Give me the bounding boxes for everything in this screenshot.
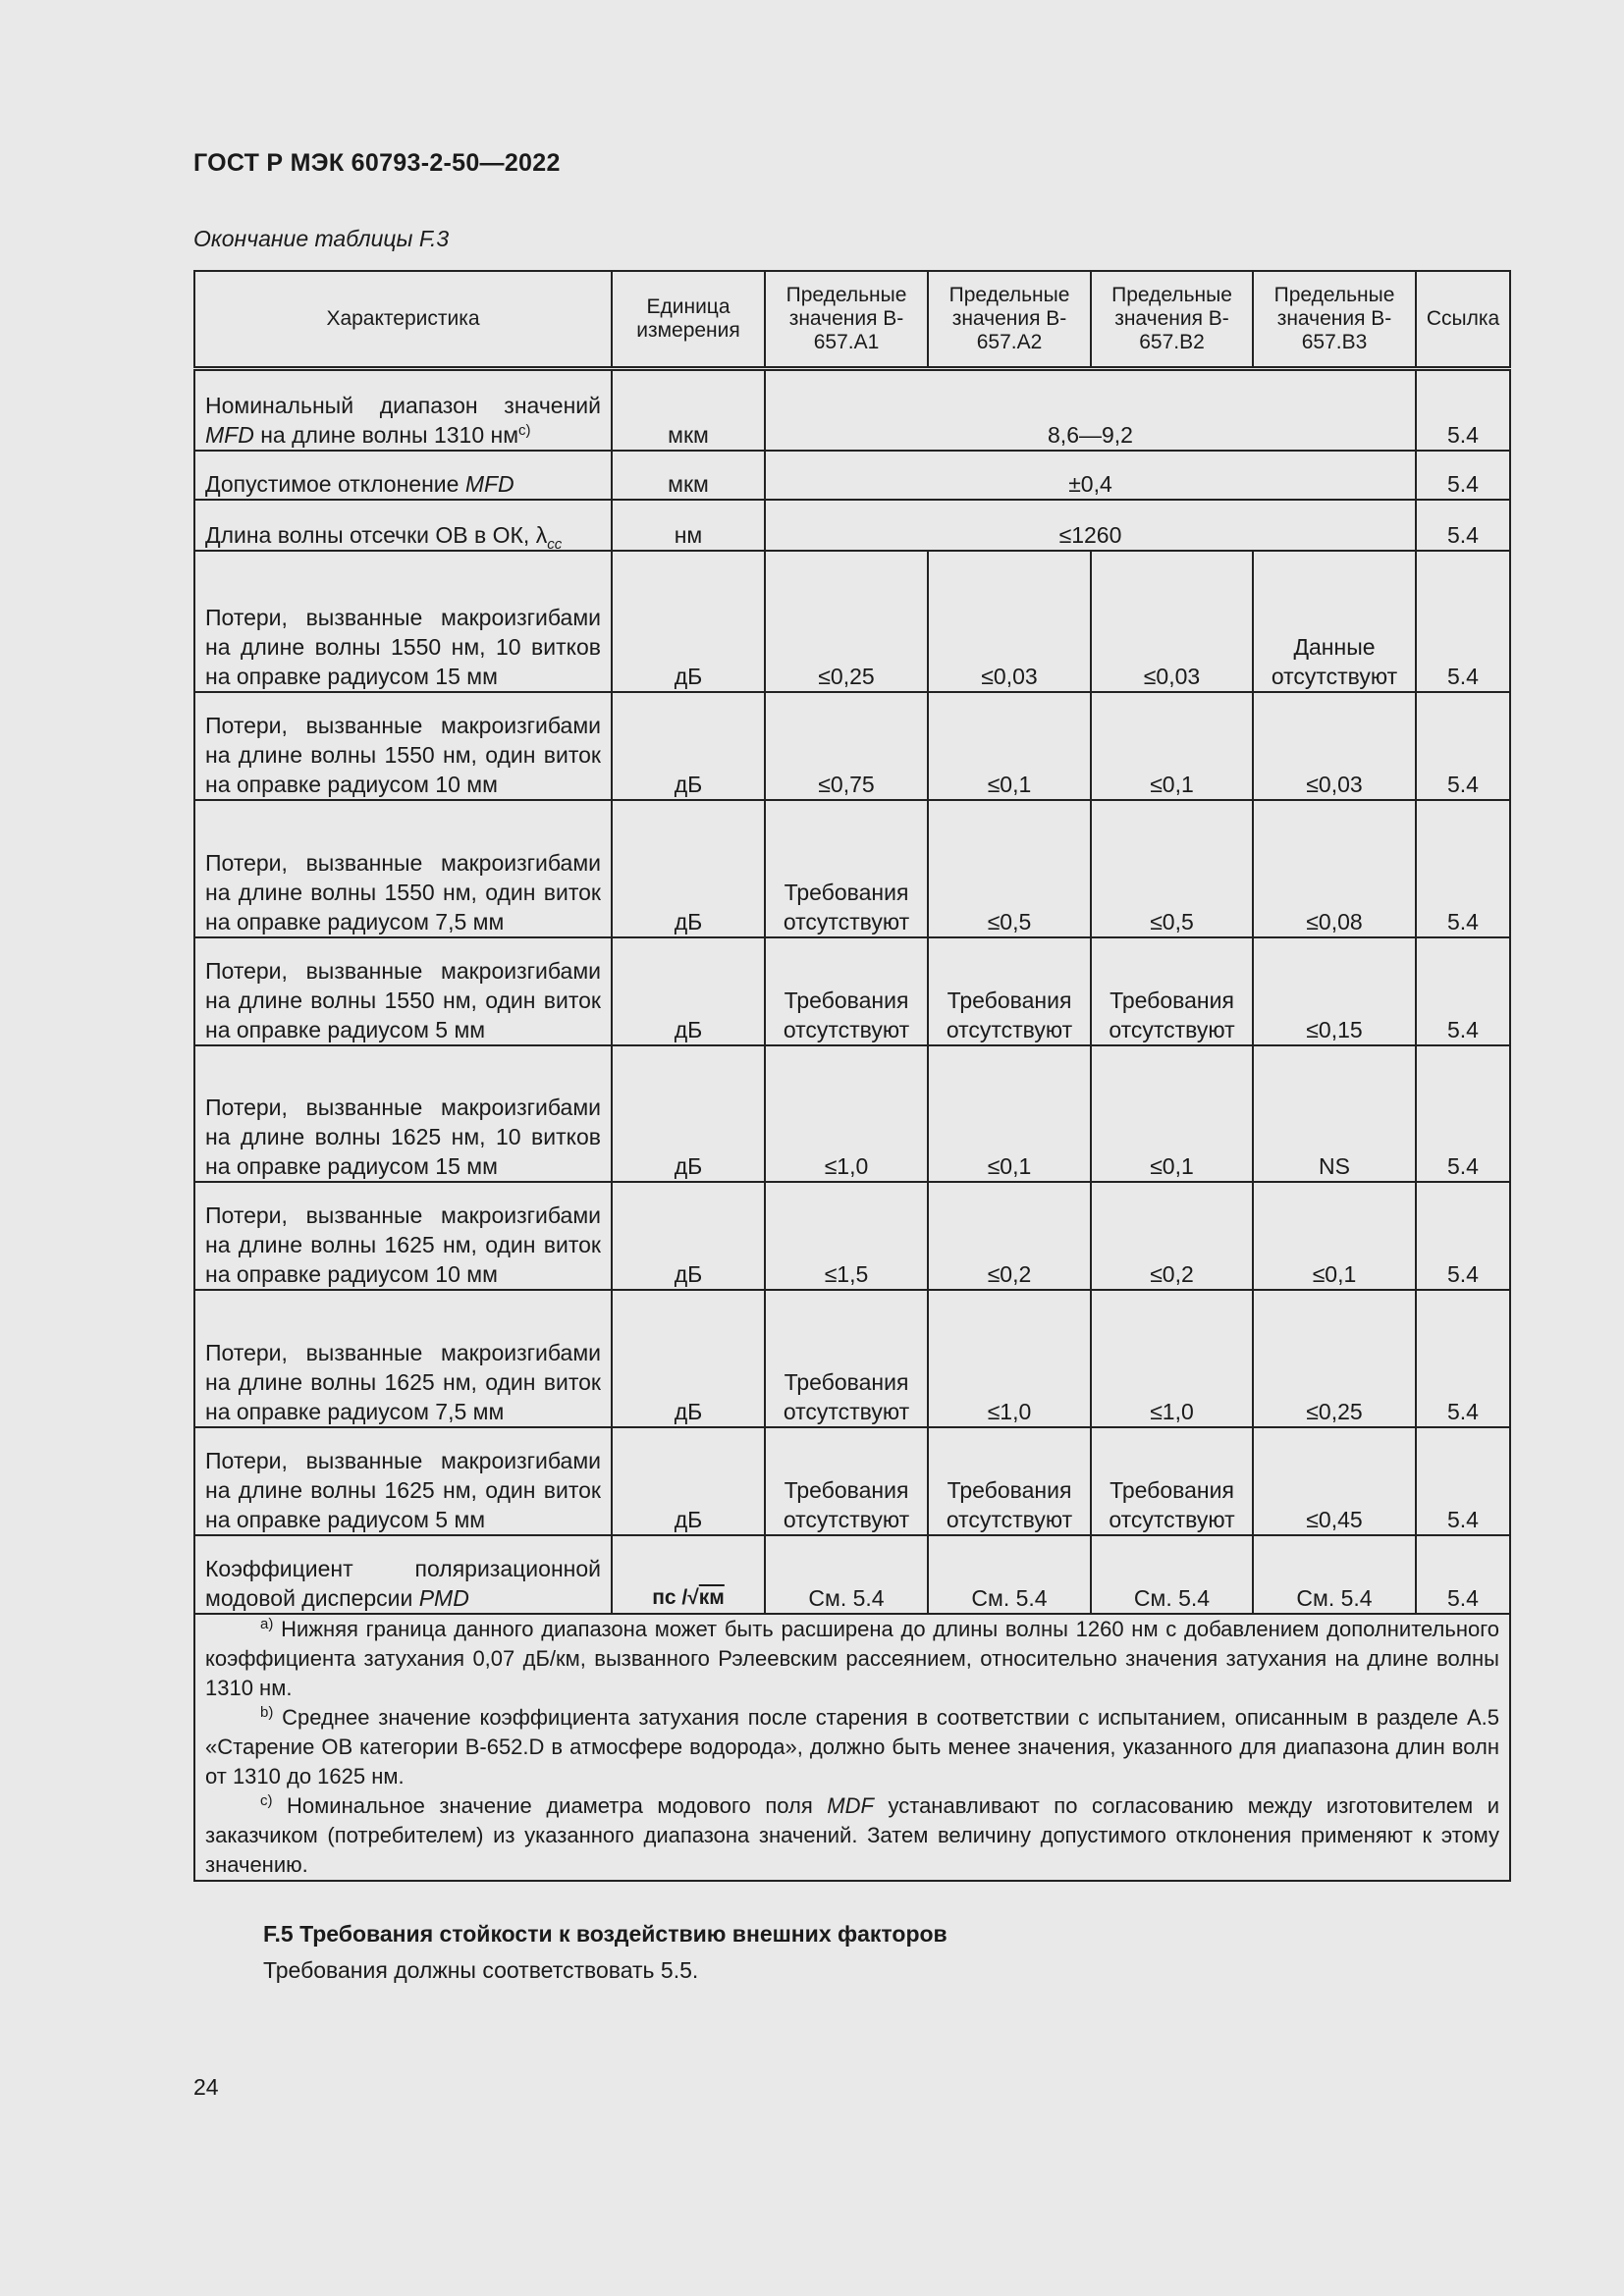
row-reference: 5.4 <box>1416 1535 1510 1614</box>
row-value-b3: ≤0,15 <box>1253 937 1416 1045</box>
row-unit: дБ <box>612 1290 765 1427</box>
row-value-a1: ≤1,0 <box>765 1045 928 1182</box>
row-unit: дБ <box>612 1427 765 1535</box>
row-value-b2: ≤0,1 <box>1091 692 1253 800</box>
row-merged-value: ±0,4 <box>765 451 1416 500</box>
row-unit: дБ <box>612 800 765 937</box>
table-row <box>194 1182 1510 1290</box>
header-characteristic: Характеристика <box>194 271 612 369</box>
row-merged-value: ≤1260 <box>765 500 1416 551</box>
row-unit: пс /√км <box>612 1535 765 1614</box>
header-unit: Единица измерения <box>612 271 765 369</box>
table-row <box>194 1427 1510 1535</box>
row-value-b2: ≤0,1 <box>1091 1045 1253 1182</box>
row-unit: мкм <box>612 451 765 500</box>
table-row <box>194 692 1510 800</box>
row-value-a2: См. 5.4 <box>928 1535 1091 1614</box>
row-value-a2: ≤0,03 <box>928 551 1091 692</box>
row-value-b2: Требования отсутствуют <box>1091 1427 1253 1535</box>
row-unit: дБ <box>612 1182 765 1290</box>
row-characteristic: Потери, вызванные макроизгибами на длине волны 1550 нм, один виток на оправке радиусом 7,5 мм <box>194 800 612 937</box>
row-unit: дБ <box>612 937 765 1045</box>
row-characteristic: Номинальный диапазон значений MFD на длине волны 1310 $нм^{c)}$ <box>194 369 612 451</box>
table-caption: Окончание таблицы F.3 <box>193 226 450 251</box>
row-characteristic: Потери, вызванные макроизгибами на длине волны 1625 нм, один виток на оправке радиусом 10 мм <box>194 1182 612 1290</box>
row-value-a2: ≤1,0 <box>928 1290 1091 1427</box>
row-reference: 5.4 <box>1416 1427 1510 1535</box>
table-row <box>194 1045 1510 1182</box>
row-value-a1: Требования отсутствуют <box>765 800 928 937</box>
table-row <box>194 937 1510 1045</box>
row-value-b3: ≤0,08 <box>1253 800 1416 937</box>
row-reference: 5.4 <box>1416 1290 1510 1427</box>
footnote-a: $^{a)}$ Нижняя граница данного диапазона может быть расширена до длины волны 1260 нм с добавлением дополнительного коэффициента затухания 0,07 дБ/км, вызванного Рэлеевским рассеянием, относительно значения затухания на длине волны 1310 нм. <box>205 1615 1499 1700</box>
header-b657-a2: Предельные значения B-657.A2 <box>928 271 1091 369</box>
row-value-a2: ≤0,5 <box>928 800 1091 937</box>
row-value-b3: См. 5.4 <box>1253 1535 1416 1614</box>
row-characteristic: Потери, вызванные макроизгибами на длине волны 1550 нм, один виток на оправке радиусом 10 мм <box>194 692 612 800</box>
row-reference: 5.4 <box>1416 551 1510 692</box>
row-value-b2: ≤0,03 <box>1091 551 1253 692</box>
row-value-b3: Данные отсутствуют <box>1253 551 1416 692</box>
table-notes-row <box>194 1614 1510 1881</box>
row-value-a1: ≤0,75 <box>765 692 928 800</box>
row-value-b2: Требования отсутствуют <box>1091 937 1253 1045</box>
row-value-b2: ≤0,5 <box>1091 800 1253 937</box>
row-reference: 5.4 <box>1416 692 1510 800</box>
table-row <box>194 1535 1510 1614</box>
row-characteristic: Потери, вызванные макроизгибами на длине волны 1550 нм, 10 витков на оправке радиусом 15 мм <box>194 551 612 692</box>
row-value-b3: ≤0,25 <box>1253 1290 1416 1427</box>
footnote-mark: c) <box>518 421 531 439</box>
row-value-a2: Требования отсутствуют <box>928 1427 1091 1535</box>
row-unit: дБ <box>612 551 765 692</box>
row-characteristic: Длина волны отсечки ОВ в ОК, $\lambda_{cc}$ <box>194 500 612 551</box>
page-number: 24 <box>193 2074 219 2100</box>
spec-table <box>193 270 1511 1882</box>
row-unit: дБ <box>612 1045 765 1182</box>
row-reference: 5.4 <box>1416 937 1510 1045</box>
header-reference: Ссылка <box>1416 271 1510 369</box>
row-value-b3: ≤0,45 <box>1253 1427 1416 1535</box>
row-value-b3: ≤0,1 <box>1253 1182 1416 1290</box>
row-value-a2: ≤0,1 <box>928 1045 1091 1182</box>
row-value-a1: ≤0,25 <box>765 551 928 692</box>
row-unit: мкм <box>612 369 765 451</box>
table-row <box>194 451 1510 500</box>
table-row <box>194 1290 1510 1427</box>
sqrt-symbol: √ <box>687 1585 699 1609</box>
row-characteristic: Потери, вызванные макроизгибами на длине волны 1625 нм, один виток на оправке радиусом 7,5 мм <box>194 1290 612 1427</box>
row-value-a1: ≤1,5 <box>765 1182 928 1290</box>
header-b657-b3: Предельные значения B-657.B3 <box>1253 271 1416 369</box>
row-characteristic: Потери, вызванные макроизгибами на длине волны 1625 нм, один виток на оправке радиусом 5 мм <box>194 1427 612 1535</box>
row-value-a2: ≤0,2 <box>928 1182 1091 1290</box>
row-value-a1: Требования отсутствуют <box>765 1290 928 1427</box>
row-reference: 5.4 <box>1416 369 1510 451</box>
section-title: F.5 Требования стойкости к воздействию внешних факторов <box>263 1921 947 1947</box>
row-reference: 5.4 <box>1416 1045 1510 1182</box>
row-reference: 5.4 <box>1416 1182 1510 1290</box>
table-row <box>194 551 1510 692</box>
table-row <box>194 369 1510 451</box>
row-reference: 5.4 <box>1416 800 1510 937</box>
header-b657-b2: Предельные значения B-657.B2 <box>1091 271 1253 369</box>
row-unit: нм <box>612 500 765 551</box>
footnote-c: $^{c)}$ Номинальное значение диаметра модового поля MDF устанавливают по согласованию между изготовителем и заказчиком (потребителем) из указанного диапазона значений. Затем величину допустимого отклонения применяют к этому значению. <box>205 1791 1499 1877</box>
footnote-b: $^{b)}$ Среднее значение коэффициента затухания после старения в соответствии с испытанием, описанным в разделе А.5 «Старение ОВ категории В-652.D в атмосфере водорода», должно быть менее значения, указанного для диапазона длин волн от 1310 до 1625 нм. <box>205 1703 1499 1789</box>
row-value-b3: NS <box>1253 1045 1416 1182</box>
row-characteristic: Потери, вызванные макроизгибами на длине волны 1550 нм, один виток на оправке радиусом 5 мм <box>194 937 612 1045</box>
row-merged-value: 8,6—9,2 <box>765 369 1416 451</box>
row-value-a2: Требования отсутствуют <box>928 937 1091 1045</box>
row-value-b2: См. 5.4 <box>1091 1535 1253 1614</box>
row-value-b2: ≤0,2 <box>1091 1182 1253 1290</box>
row-characteristic: Допустимое отклонение MFD <box>194 451 612 500</box>
row-value-a1: См. 5.4 <box>765 1535 928 1614</box>
row-characteristic: Потери, вызванные макроизгибами на длине волны 1625 нм, 10 витков на оправке радиусом 15 мм <box>194 1045 612 1182</box>
row-reference: 5.4 <box>1416 451 1510 500</box>
row-value-a1: Требования отсутствуют <box>765 1427 928 1535</box>
row-characteristic: Коэффициент поляризационной модовой дисперсии PMD <box>194 1535 612 1614</box>
table-header-row <box>194 271 1510 369</box>
row-reference: 5.4 <box>1416 500 1510 551</box>
row-unit: дБ <box>612 692 765 800</box>
table-row <box>194 800 1510 937</box>
row-value-a1: Требования отсутствуют <box>765 937 928 1045</box>
table-notes <box>194 1614 1510 1881</box>
document-title: ГОСТ Р МЭК 60793-2-50—2022 <box>193 149 561 177</box>
header-b657-a1: Предельные значения B-657.A1 <box>765 271 928 369</box>
row-value-a2: ≤0,1 <box>928 692 1091 800</box>
row-value-b3: ≤0,03 <box>1253 692 1416 800</box>
row-value-b2: ≤1,0 <box>1091 1290 1253 1427</box>
section-text: Требования должны соответствовать 5.5. <box>263 1957 699 1983</box>
table-row <box>194 500 1510 551</box>
